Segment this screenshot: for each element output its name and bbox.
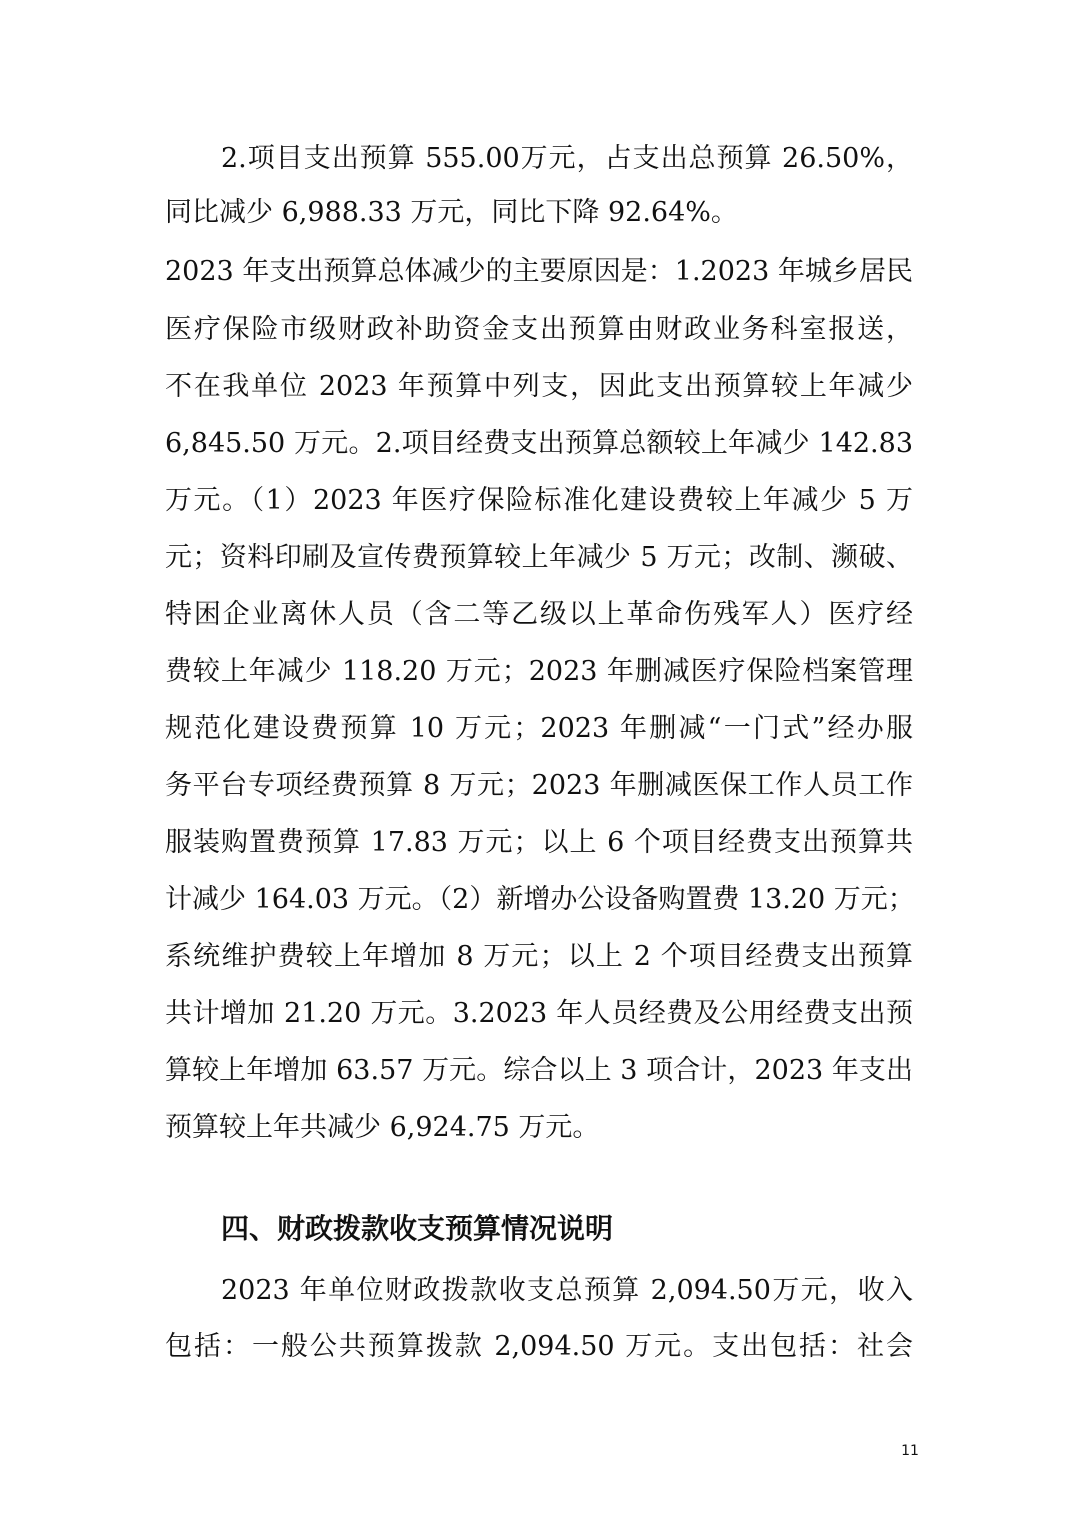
page-number: 11 bbox=[901, 1443, 919, 1459]
paragraph-line: 不在我单位 2023 年预算中列支，因此支出预算较上年减少 bbox=[165, 371, 913, 402]
paragraph-line: 特困企业离休人员（含二等乙级以上革命伤残军人）医疗经 bbox=[165, 599, 913, 630]
paragraph-line: 预算较上年共减少 6,924.75 万元。 bbox=[165, 1112, 600, 1143]
section-heading: 四、财政拨款收支预算情况说明 bbox=[221, 1212, 614, 1245]
paragraph-line: 同比减少 6,988.33 万元，同比下降 92.64%。 bbox=[165, 197, 738, 228]
paragraph-line: 2023 年支出预算总体减少的主要原因是：1.2023 年城乡居民 bbox=[165, 256, 913, 287]
paragraph-line: 元；资料印刷及宣传费预算较上年减少 5 万元；改制、濒破、 bbox=[165, 542, 913, 573]
paragraph-line: 万元。（1）2023 年医疗保险标准化建设费较上年减少 5 万 bbox=[165, 485, 913, 516]
paragraph-line: 计减少 164.03 万元。（2）新增办公设备购置费 13.20 万元； bbox=[165, 884, 915, 915]
paragraph-line: 包括：一般公共预算拨款 2,094.50 万元。支出包括：社会 bbox=[165, 1331, 913, 1362]
paragraph-line: 6,845.50 万元。2.项目经费支出预算总额较上年减少 142.83 bbox=[165, 428, 913, 459]
paragraph-line: 算较上年增加 63.57 万元。综合以上 3 项合计，2023 年支出 bbox=[165, 1055, 913, 1086]
paragraph-line: 务平台专项经费预算 8 万元；2023 年删减医保工作人员工作 bbox=[165, 770, 913, 801]
paragraph-line: 费较上年减少 118.20 万元；2023 年删减医疗保险档案管理 bbox=[165, 656, 913, 687]
paragraph-line: 共计增加 21.20 万元。3.2023 年人员经费及公用经费支出预 bbox=[165, 998, 913, 1029]
paragraph-line: 系统维护费较上年增加 8 万元；以上 2 个项目经费支出预算 bbox=[165, 941, 913, 972]
paragraph-line: 规范化建设费预算 10 万元；2023 年删减“一门式”经办服 bbox=[165, 713, 913, 744]
paragraph-line: 服装购置费预算 17.83 万元；以上 6 个项目经费支出预算共 bbox=[165, 827, 913, 858]
paragraph-line: 2023 年单位财政拨款收支总预算 2,094.50万元，收入 bbox=[221, 1275, 913, 1306]
paragraph-line: 2.项目支出预算 555.00万元，占支出总预算 26.50%， bbox=[221, 143, 913, 174]
paragraph-line: 医疗保险市级财政补助资金支出预算由财政业务科室报送， bbox=[165, 314, 913, 345]
